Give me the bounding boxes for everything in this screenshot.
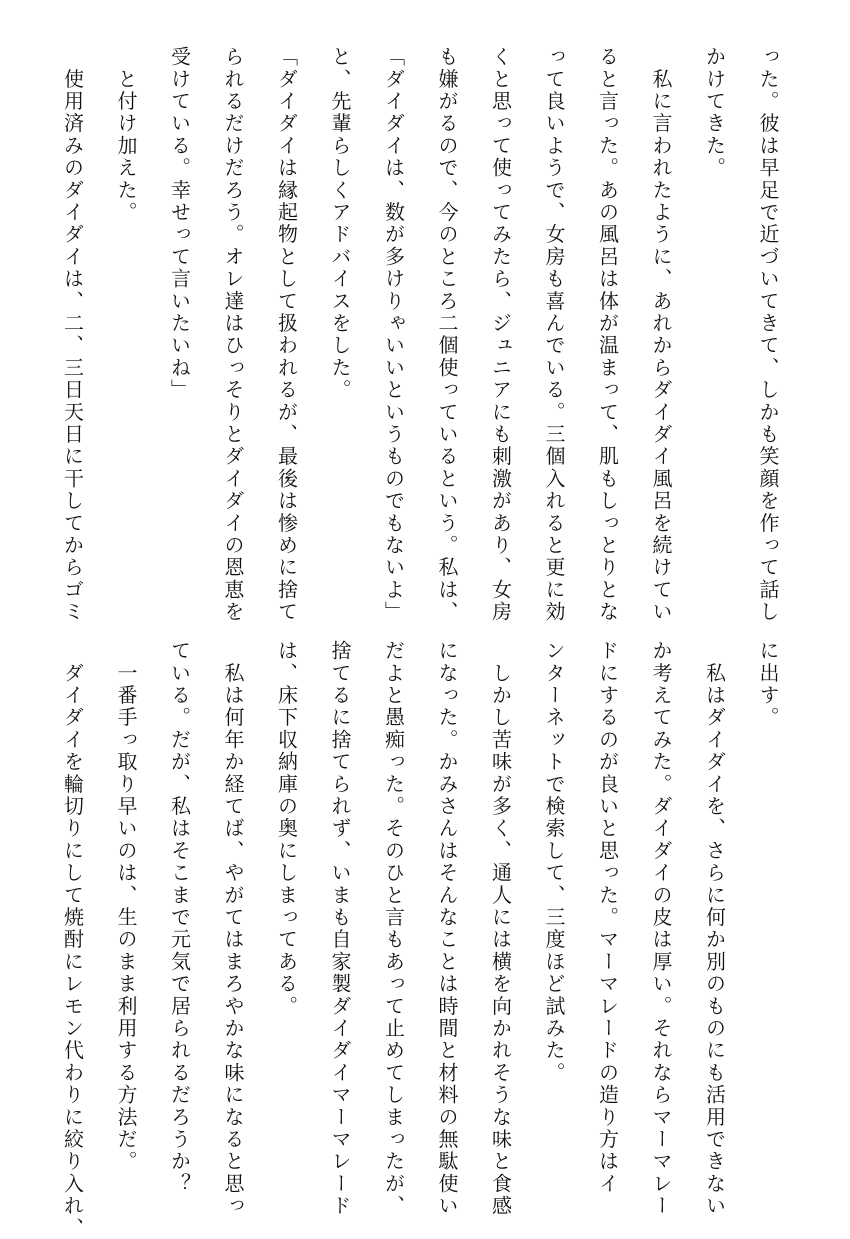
text-column: だよと愚痴った。そのひと言もあって止めてしまったが、 [381, 640, 406, 1218]
text-column: ている。だが、私はそこまで元気で居られるだろうか？ [167, 640, 192, 1195]
text-column: 受けている。幸せって言いたいね」 [167, 46, 192, 402]
text-column: ンターネットで検索して、三度ほど試みた。 [542, 640, 566, 1084]
text-column: 使用済みのダイダイは、二、三日天日に干してからゴミ [60, 46, 85, 624]
text-column: になった。かみさんはそんなことは時間と材料の無駄使い [435, 640, 459, 1218]
text-column: か考えてみた。ダイダイの皮は厚い。それならマーマレー [649, 640, 673, 1218]
text-block-upper [60, 46, 794, 624]
text-column: ると言った。あの風呂は体が温まって、肌もしっとりとな [595, 46, 620, 624]
text-column: ドにするのが良いと思った。マーマレードの造り方はイ [595, 640, 620, 1195]
text-column: 私に言われたように、あれからダイダイ風呂を続けてい [649, 46, 673, 624]
text-column: かけてきた。 [702, 46, 727, 180]
text-column: と、先輩らしくアドバイスをした。 [328, 46, 352, 402]
text-column: は、床下収納庫の奥にしまってある。 [274, 640, 299, 1018]
text-column: ダイダイを輪切りにして焼酎にレモン代わりに絞り入れ、 [60, 640, 85, 1239]
text-column: も嫌がるので、今のところ二個使っているという。私は、 [435, 46, 459, 624]
text-column: 私は何年か経てば、やがてはまろやかな味になると思っ [221, 640, 245, 1218]
text-column: 私はダイダイを、さらに何か別のものにも活用できない [702, 640, 727, 1218]
text-column: 「ダイダイは、数が多けりゃいいというものでもないよ」 [381, 46, 406, 624]
text-column: って良いようで、女房も喜んでいる。三個入れると更に効 [542, 46, 566, 624]
text-column: られるだけだろう。オレ達はひっそりとダイダイの恩恵を [221, 46, 245, 624]
text-column: くと思って使ってみたら、ジュニアにも刺激があり、女房 [488, 46, 513, 624]
text-column: 一番手っ取り早いのは、生のまま利用する方法だ。 [114, 640, 138, 1173]
text-column: と付け加えた。 [114, 46, 138, 224]
text-block-lower [60, 640, 794, 1239]
text-column: しかし苦味が多く、通人には横を向かれそうな味と食感 [488, 640, 513, 1218]
text-column: 捨てるに捨てられず、いまも自家製ダイダイマーマレード [328, 640, 352, 1218]
text-column: に出す。 [756, 640, 780, 729]
text-column: った。彼は早足で近づいてきて、しかも笑顔を作って話し [756, 46, 780, 624]
text-column: 「ダイダイは縁起物として扱われるが、最後は惨めに捨て [274, 46, 299, 624]
